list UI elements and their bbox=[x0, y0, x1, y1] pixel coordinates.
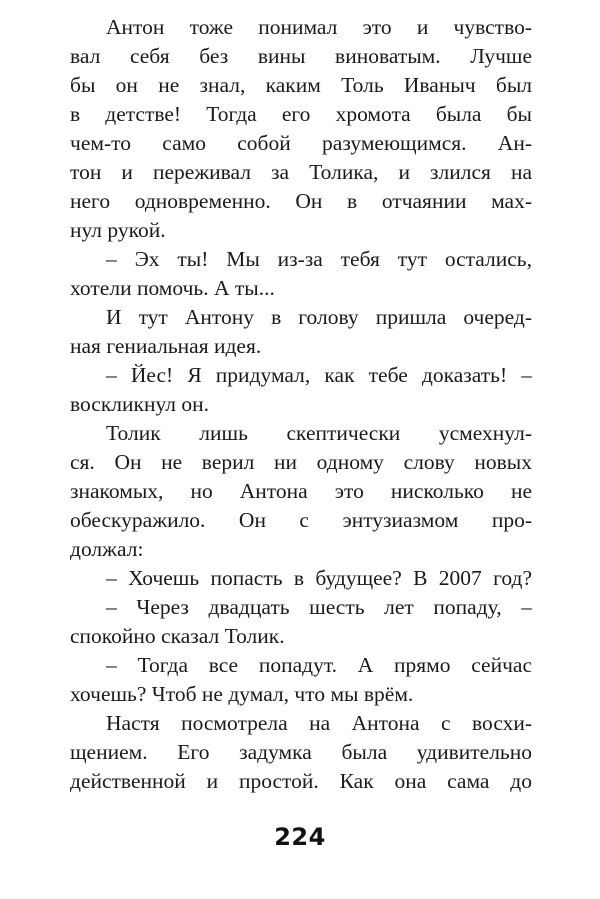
text-line: – Хочешь попасть в будущее? В 2007 год? bbox=[106, 566, 532, 590]
text-line: ная гениальная идея. bbox=[70, 334, 262, 358]
body-text bbox=[70, 13, 532, 796]
text-line: спокойно сказал Толик. bbox=[70, 624, 285, 648]
text-line: – Тогда все попадут. А прямо сейчас bbox=[106, 653, 532, 677]
text-line: обескуражило. Он с энтузиазмом про- bbox=[70, 508, 532, 532]
page-number: 224 bbox=[274, 823, 326, 851]
text-line: него одновременно. Он в отчаянии мах- bbox=[70, 189, 532, 213]
text-line: нул рукой. bbox=[70, 218, 166, 242]
text-line: чем-то само собой разумеющимся. Ан- bbox=[70, 131, 532, 155]
text-line: И тут Антону в голову пришла очеред- bbox=[106, 305, 532, 329]
text-line: Антон тоже понимал это и чувство- bbox=[106, 15, 532, 39]
text-line: вал себя без вины виноватым. Лучше bbox=[70, 44, 532, 68]
text-line: Толик лишь скептически усмехнул- bbox=[106, 421, 532, 445]
text-line: щением. Его задумка была удивительно bbox=[70, 740, 532, 764]
text-line: – Йес! Я придумал, как тебе доказать! – bbox=[106, 363, 532, 387]
text-line: ся. Он не верил ни одному слову новых bbox=[70, 450, 532, 474]
text-line: должал: bbox=[70, 537, 144, 561]
text-line: – Через двадцать шесть лет попаду, – bbox=[106, 595, 532, 619]
text-line: Настя посмотрела на Антона с восхи- bbox=[106, 711, 532, 735]
text-line: тон и переживал за Толика, и злился на bbox=[70, 160, 532, 184]
text-line: воскликнул он. bbox=[70, 392, 210, 416]
text-line: – Эх ты! Мы из-за тебя тут остались, bbox=[106, 247, 532, 271]
text-line: хочешь? Чтоб не думал, что мы врём. bbox=[70, 682, 414, 706]
text-line: знакомых, но Антона это нисколько не bbox=[70, 479, 532, 503]
text-line: бы он не знал, каким Толь Иваныч был bbox=[70, 73, 532, 97]
text-line: в детстве! Тогда его хромота была бы bbox=[70, 102, 532, 126]
text-line: хотели помочь. А ты... bbox=[70, 276, 275, 300]
text-line: действенной и простой. Как она сама до bbox=[70, 769, 532, 793]
